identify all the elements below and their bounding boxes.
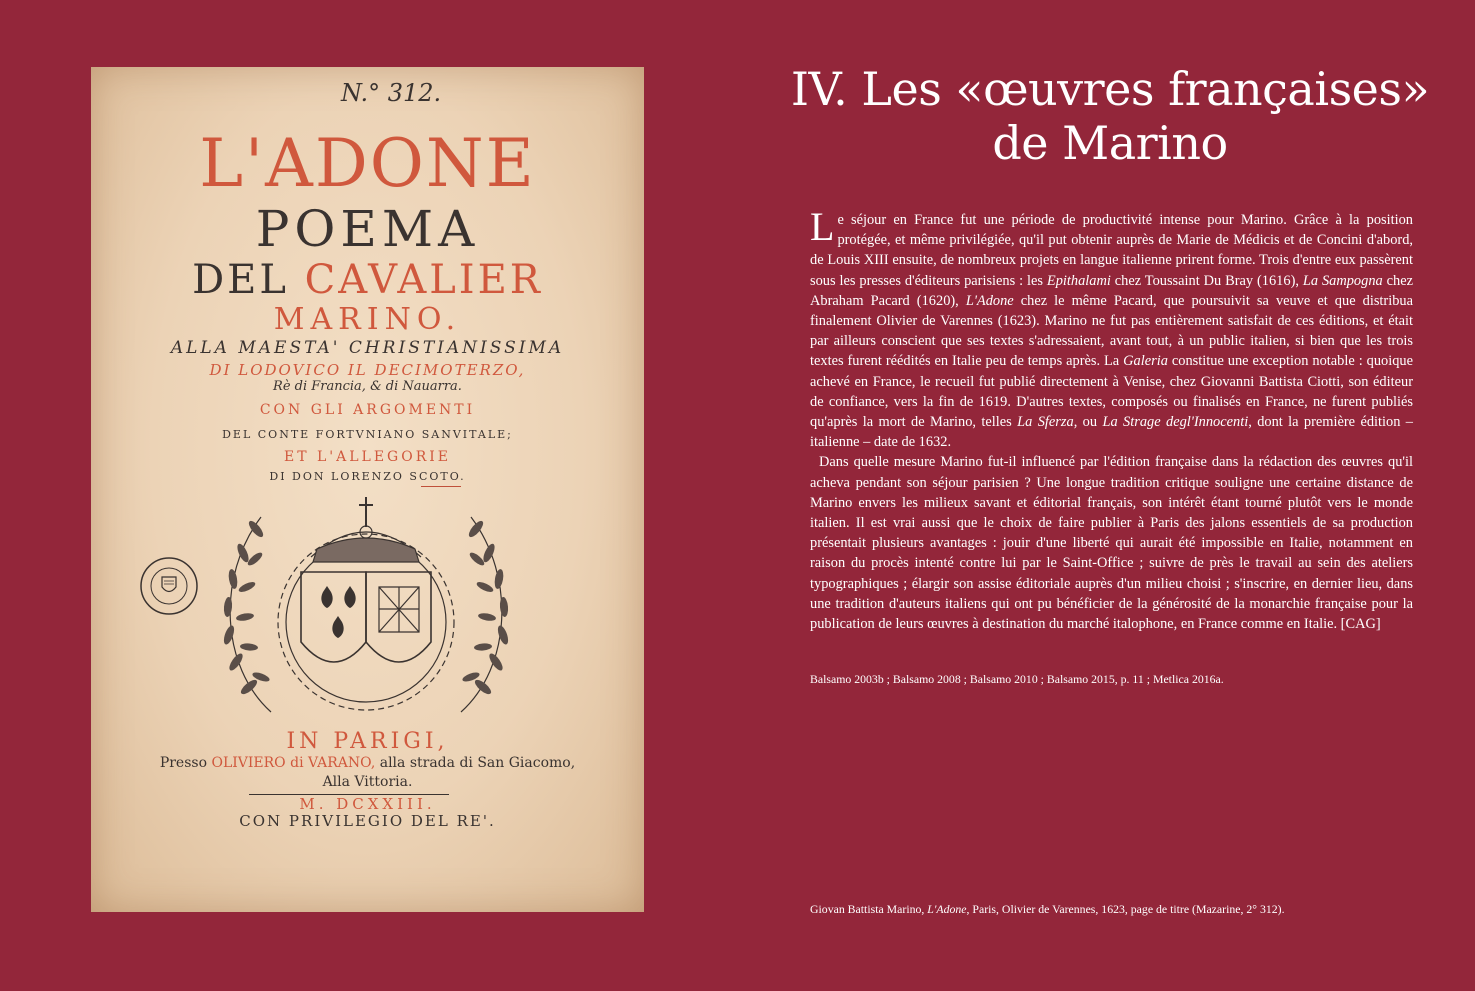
dedication-line-2: DI LODOVICO IL DECIMOTERZO,: [209, 361, 526, 379]
printer-sign: Alla Vittoria.: [322, 774, 413, 790]
title-sferza: La Sferza: [1017, 414, 1074, 431]
printer-name: OLIVIERO di VARANO,: [211, 755, 376, 771]
chapter-heading: [780, 62, 1440, 170]
drop-cap: L: [810, 204, 835, 249]
printer-address: alla strada di San Giacomo,: [379, 755, 576, 771]
title-sampogna: La Sampogna: [1302, 272, 1383, 289]
imprint-place: IN PARIGI,: [286, 729, 449, 754]
argomenti-line: CON GLI ARGOMENTI: [259, 402, 476, 418]
printer-pre: Presso: [159, 755, 208, 771]
coat-of-arms-emblem: [201, 487, 531, 727]
heading-line-2: de Marino: [992, 116, 1228, 170]
imprint-year: M. DCXXIII.: [299, 795, 436, 813]
p1-text-d: chez le même Pacard, que poursuivit sa veuve et que distribua finalement Olivier de Varennes (1623). Marino ne fut pas entièrement satisfait de ces éditions, et était par ailleurs conscient que ses textes s'adressaient, avant tout, à un public italien, si bien que les trois textes furent réédités en Italie peu de temps après. La: [810, 292, 1414, 370]
argomenti-author: DEL CONTE FORTVNIANO SANVITALE;: [222, 428, 513, 441]
title-epithalami: Epithalami: [1046, 272, 1111, 289]
p1-text-f: , ou: [1073, 414, 1103, 431]
paragraph-2: Dans quelle mesure Marino fut-il influencé par l'édition française dans la rédaction des œuvres qu'il acheva pendant son séjour parisien ? Une longue tradition critique souligne une certaine distance de Marino envers les milieux savant et éditorial français, son intérêt étant tourné plutôt vers le monde italien. Il est vrai aussi que le choix de faire publier à Paris des jalons essentiels de sa production présentait plusieurs avantages : jouir d'une liberté qui aurait été impossible en Italie, notamment en raison du procès intenté contre lui par le Saint-Office ; suivre de près le travail au sein des ateliers typographiques ; élargir son assise éditoriale auprès d'un milieu choisi ; s'inscrire, en dernier lieu, dans une tradition d'auteurs italiens qui ont pu bénéficier de la générosité de la monarchie française pour la publication de leurs œuvres à destination du marché italophone, en France comme en Italie. [CAG]: [810, 454, 1413, 633]
title-galeria: Galeria: [1123, 353, 1168, 370]
p1-text-b: chez Toussaint Du Bray (1616),: [1110, 272, 1303, 289]
image-caption: [810, 902, 1430, 917]
heading-line-1: IV. Les «œuvres françaises»: [790, 62, 1430, 116]
p1-text-a: e séjour en France fut une période de productivité intense pour Marino. Grâce à la position protégée, et même privilégiée, qu'il put obtenir auprès de Marie de Médicis et de Concini d'abord, de Louis XIII ensuite, de nombreux projets en langue italienne prirent forme. Trois d'entre eux passèrent sous les presses d'éditeurs parisiens : les: [810, 212, 1413, 289]
shelfmark: N.° 312.: [341, 79, 442, 107]
p1-text-e: constitue une exception notable : quoique achevé en France, le recueil fut publié directement à Venise, chez Giovanni Battista Ciotti, son éditeur de confiance, vers la fin de 1619. D'autres textes, composés ou finalisés en France, ne furent publiés qu'après la mort de Marino, telles: [810, 353, 1413, 431]
paragraph-1: [810, 204, 1414, 452]
dedication-line-3: Rè di Francia, & di Nauarra.: [273, 379, 462, 394]
title-page-image: [91, 67, 644, 912]
p1-text-c: chez Abraham Pacard (1620),: [810, 272, 1413, 309]
references: Balsamo 2003b ; Balsamo 2008 ; Balsamo 2010 ; Balsamo 2015, p. 11 ; Metlica 2016a.: [810, 672, 1224, 686]
allegorie-author: DI DON LORENZO SCOTO.: [269, 470, 466, 483]
author-name: MARINO.: [273, 302, 462, 337]
p1-text-g: , dont la première édition – italienne – date de 1632.: [810, 414, 1414, 451]
caption-post: , Paris, Olivier de Varennes, 1623, page de titre (Mazarine, 2° 312).: [966, 902, 1285, 916]
author-line: [91, 257, 644, 303]
caption-pre: Giovan Battista Marino,: [810, 902, 928, 916]
dedication-line-1: ALLA MAESTA' CHRISTIANISSIMA: [170, 338, 565, 358]
privilege-line: CON PRIVILEGIO DEL RE'.: [239, 812, 496, 830]
library-stamp: [138, 555, 200, 617]
book-subtitle: POEMA: [255, 200, 480, 258]
imprint-printer-line: [91, 755, 644, 771]
allegorie-line: ET L'ALLEGORIE: [283, 449, 452, 465]
title-adone: L'Adone: [965, 292, 1014, 309]
body-text: [810, 204, 1414, 634]
book-title: L'ADONE: [199, 125, 536, 202]
author-line-del: DEL: [192, 257, 289, 303]
caption-title: L'Adone: [927, 902, 967, 916]
author-line-cavalier: CAVALIER: [304, 257, 543, 303]
title-strage: La Strage degl'Innocenti: [1102, 414, 1249, 431]
